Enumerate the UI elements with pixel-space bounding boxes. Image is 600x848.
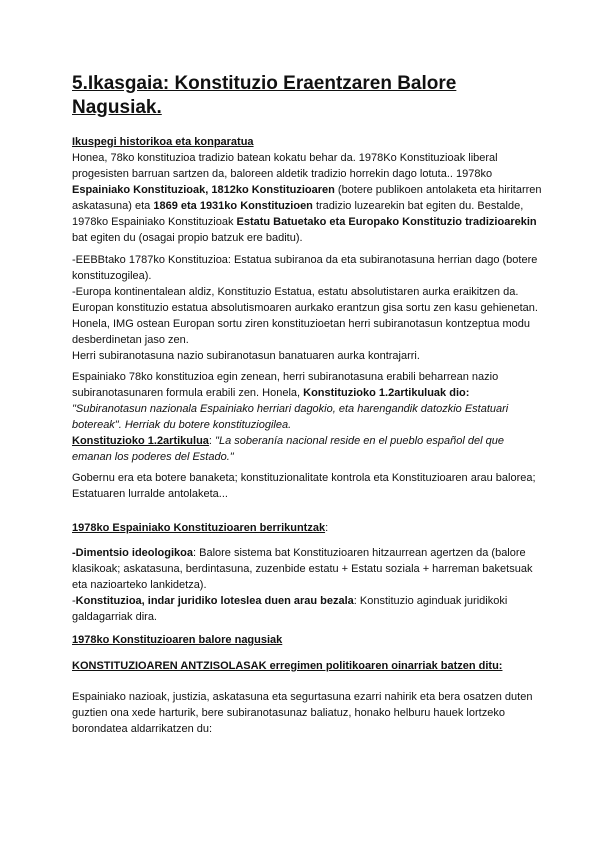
innovations-heading-line: 1978ko Espainiako Konstituzioaren berrikuntzak: bbox=[72, 522, 329, 534]
main-values-heading: 1978ko Konstituzioaren balore nagusiak bbox=[72, 634, 283, 646]
section-heading-historical: Ikuspegi historikoa eta konparatua bbox=[72, 136, 254, 148]
article-quote-basque: "Subiranotasun nazionala Espainiako herriari dagokio, eta harengandik datozkio Estatuari botereak". Herriak du botere konstituziogilea. bbox=[72, 403, 509, 431]
preamble-text-block bbox=[72, 689, 542, 737]
historical-paragraph: Honea, 78ko konstituzioa tradizio batean kokatu behar da. 1978Ko Konstituzioak liberal progesisten barruan sartzen da, baloreen aldetik tradizio horrekin dago lotuta.. 1978ko Espainiako Konstituzioak, 1812ko Konstituzioaren (botere publikoen antolaketa eta hiritarren askatasuna) eta 1869 eta 1931ko Konstituzioen tradizio luzearekin bat egiten du. Bestalde, 1978ko Espainiako Konstituzioak Estatu Batuetako eta Europako Konstituzio tradizioarekin bat egiten du (osagai propio batzuk ere baditu). bbox=[72, 152, 542, 244]
binding-norm-item: -Konstituzioa, indar juridiko loteslea duen arau bezala: Konstituzio aginduak juridikoki galdagarriak dira. bbox=[72, 595, 508, 623]
ideological-dimension-item: -Dimentsio ideologikoa: Balore sistema bat Konstituzioaren hitzaurrean agertzen da (balore klasikoak; askatasuna, berdintasuna, zuzenbide estatu + Estatu soziala + harreman baketsuak eta nazioarteko lankidetza). bbox=[72, 547, 533, 591]
section-innovations bbox=[72, 520, 542, 536]
section-comparison bbox=[72, 252, 542, 364]
section-government bbox=[72, 470, 542, 502]
europe-constitution-item: -Europa kontinentalean aldiz, Konstituzio Estatua, estatu absolutistaren aurka eraikitzen da. Europan konstituzio estatua absolutismoaren aurkako erantzun gisa sortu zen kasu gehienetan. Honela, IMG ostean Europan sortu ziren konstituzioetan herri subiranotasun kontzeptua modu desberdinetan jaso zen. bbox=[72, 286, 538, 346]
preamble-paragraph: Espainiako nazioak, justizia, askatasuna eta segurtasuna ezarri nahirik eta bera osatzen duten guztien ona xede harturik, bere subiranotasunaz baliatuz, honako helburu hauek lortzeko borondatea aldarrikatzen du: bbox=[72, 691, 533, 735]
section-article-1-2 bbox=[72, 369, 542, 465]
preamble-heading: KONSTITUZIOAREN ANTZISOLASAK erregimen politikoaren oinarriak batzen ditu: bbox=[72, 660, 503, 672]
innovations-list bbox=[72, 545, 542, 625]
sovereignty-contrast: Herri subiranotasuna nazio subiranotasun banatuaren aurka kontrajarri. bbox=[72, 350, 420, 362]
government-paragraph: Gobernu era eta botere banaketa; konstituzionalitate kontrola eta Konstituzioaren arau balorea; Estatuaren lurralde antolaketa... bbox=[72, 472, 536, 500]
article-quote-spanish-line: Konstituzioko 1.2artikulua: "La soberanía nacional reside en el pueblo español del que emanan los poderes del Estado." bbox=[72, 435, 504, 463]
usa-constitution-item: -EEBBtako 1787ko Konstituzioa: Estatua subiranoa da eta subiranotasuna herrian dago (botere konstituzogilea). bbox=[72, 254, 538, 282]
section-main-values bbox=[72, 632, 542, 648]
section-historical bbox=[72, 134, 542, 246]
section-preamble bbox=[72, 658, 542, 674]
sovereignty-paragraph: Espainiako 78ko konstituzioa egin zenean, herri subiranotasuna erabili beharrean nazio subiranotasunaren formula erabili zen. Honela, Konstituzioko 1.2artikuluak dio: bbox=[72, 371, 499, 399]
page-title: 5.Ikasgaia: Konstituzio Eraentzaren Balore Nagusiak. bbox=[72, 73, 457, 118]
